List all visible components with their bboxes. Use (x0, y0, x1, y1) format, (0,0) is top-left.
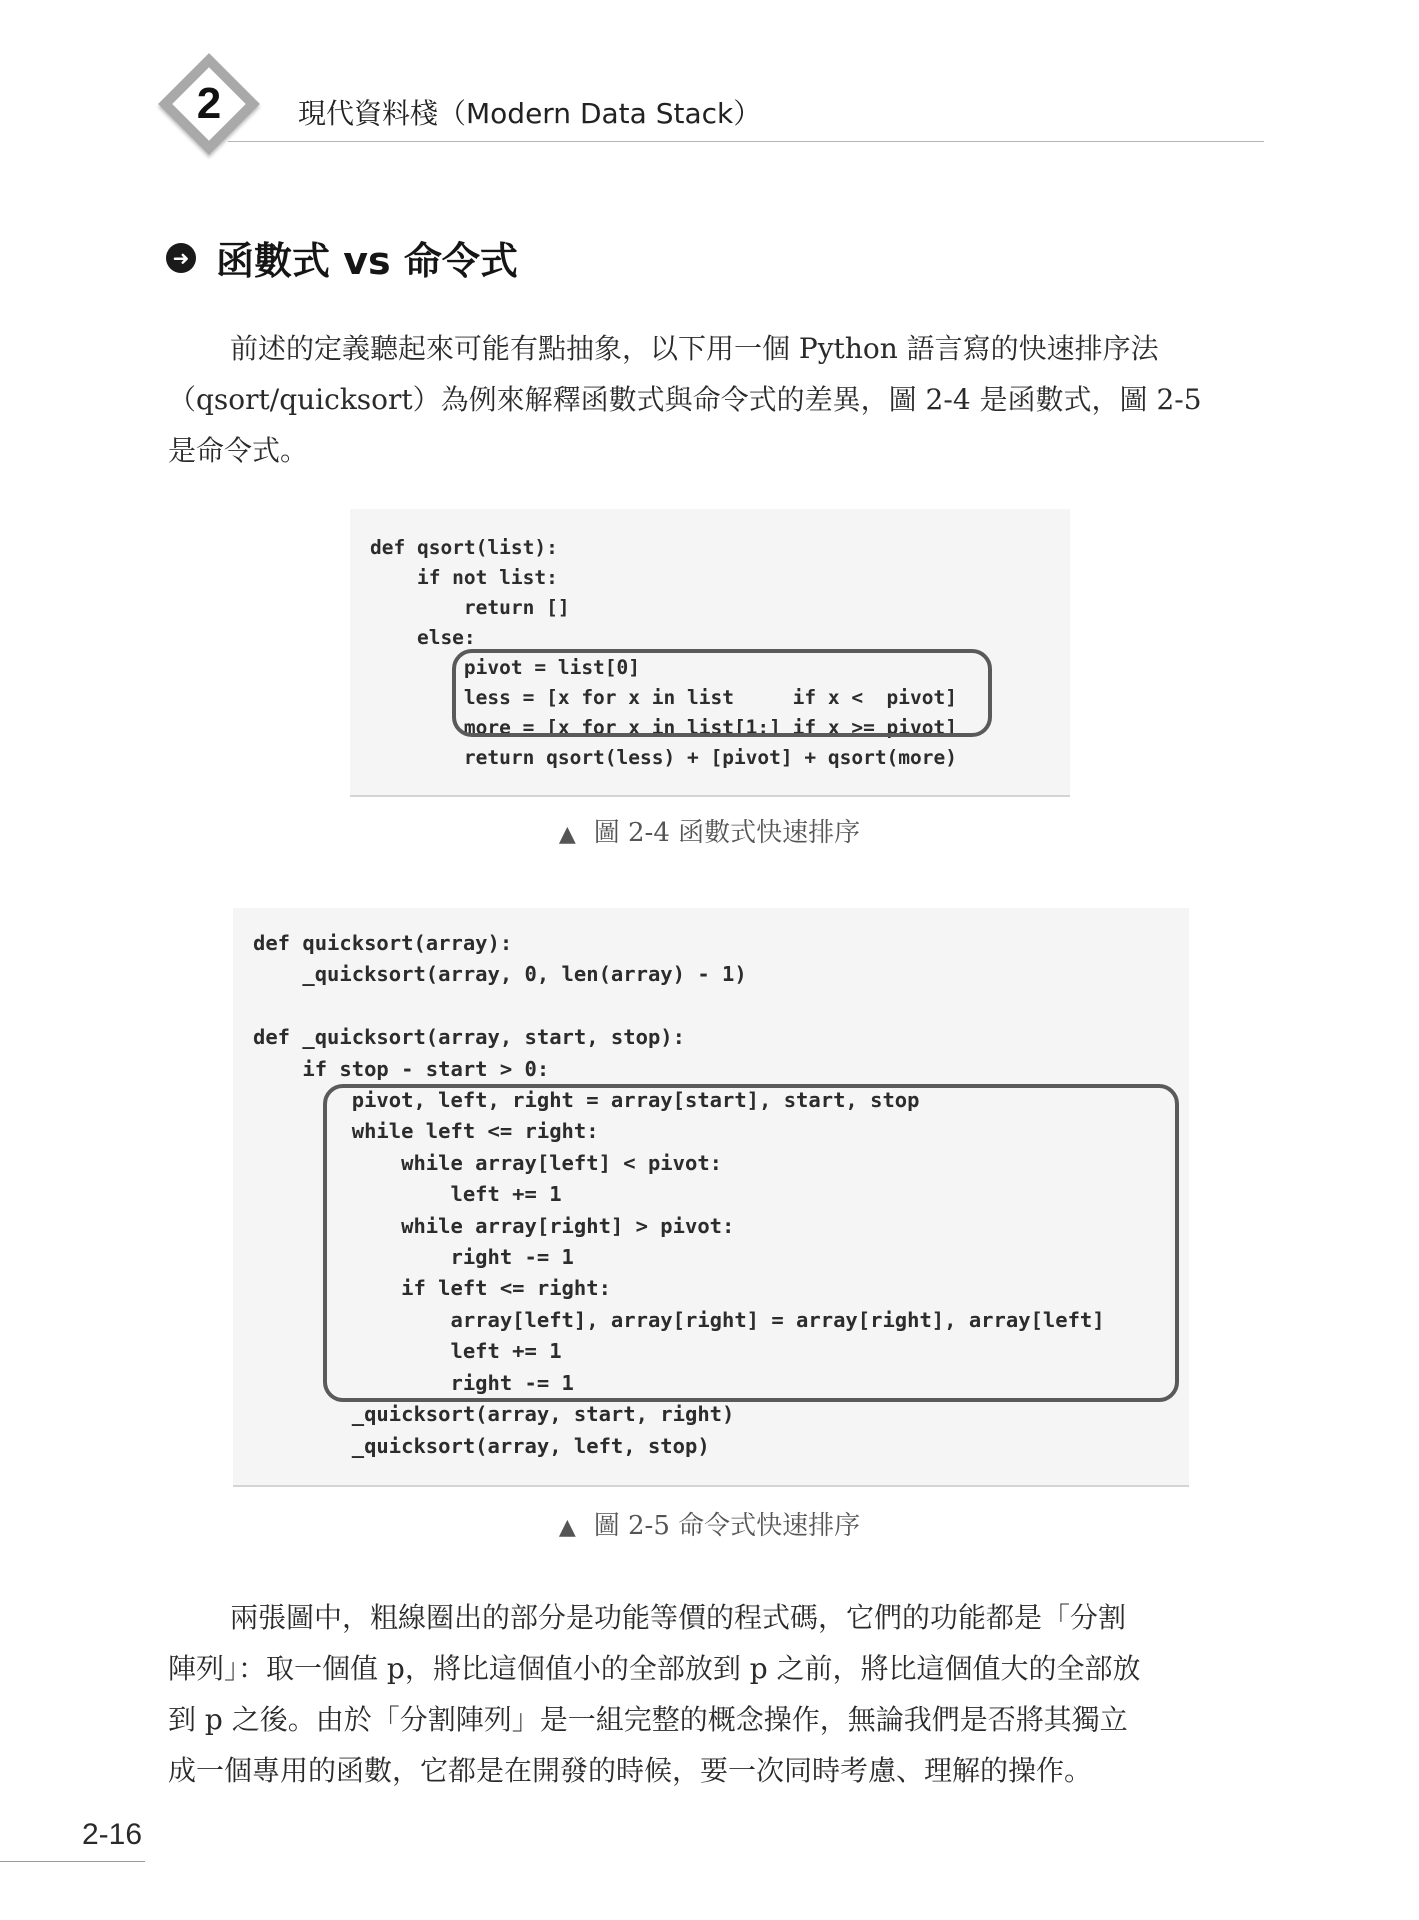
paragraph-line: 陣列」：取一個值 p，將比這個值小的全部放到 p 之前，將比這個值大的全部放 (168, 1652, 1141, 1685)
page-number: 2-16 (82, 1818, 143, 1851)
highlight-box (323, 1084, 1179, 1402)
triangle-icon: ▲ (558, 822, 576, 847)
caption-text: 圖 2-4 函數式快速排序 (593, 818, 861, 848)
figure-caption-2-5 (0, 1505, 1419, 1542)
functional-code-block: def qsort(list): if not list: return [] else: pivot = list[0] less = [x for x in list if x < pivot] more = [x for x in list[1:] if x >= pivot] return qsort(less) + [pivot] + qsort(more) (370, 536, 957, 769)
functional-code-figure (350, 509, 1070, 797)
imperative-code-block: def quicksort(array): _quicksort(array, 0, len(array) - 1) def _quicksort(array, start, stop): if stop - start > 0: pivot, left, right = array[start], start, stop while left <= right: while array[left] < pivot: left += 1 while array[right] > pivot: right -= 1 if left <= right: array[left], array[right] = array[right], array[left] left += 1 right -= 1 _quicksort(array, start, right) _quicksort(array, left, stop) (253, 931, 1105, 1458)
caption-text: 圖 2-5 命令式快速排序 (593, 1511, 861, 1541)
arrow-circle-icon: ➜ (166, 243, 196, 273)
imperative-code-figure (233, 908, 1189, 1487)
paragraph-line: （qsort/quicksort）為例來解釋函數式與命令式的差異，圖 2-4 是函數式，圖 2-5 (168, 383, 1202, 416)
header-divider (228, 141, 1264, 142)
paragraph-line: 到 p 之後。由於「分割陣列」是一組完整的概念操作，無論我們是否將其獨立 (168, 1703, 1128, 1736)
intro-paragraph (168, 323, 1264, 476)
paragraph-line: 前述的定義聽起來可能有點抽象，以下用一個 Python 語言寫的快速排序法 (230, 332, 1159, 365)
section-heading-text: 函數式 vs 命令式 (216, 239, 518, 283)
footer-divider (0, 1861, 145, 1862)
paragraph-line: 兩張圖中，粗線圈出的部分是功能等價的程式碼，它們的功能都是「分割 (230, 1601, 1127, 1634)
paragraph-line: 成一個專用的函數，它都是在開發的時候，要一次同時考慮、理解的操作。 (168, 1754, 1093, 1787)
chapter-number: 2 (196, 79, 222, 128)
section-heading (166, 230, 518, 285)
triangle-icon: ▲ (558, 1515, 576, 1540)
paragraph-line: 是命令式。 (168, 434, 309, 467)
chapter-title: 現代資料棧（Modern Data Stack） (298, 97, 762, 130)
highlight-box (452, 649, 992, 737)
figure-caption-2-4 (0, 812, 1419, 849)
explanation-paragraph (168, 1592, 1264, 1796)
